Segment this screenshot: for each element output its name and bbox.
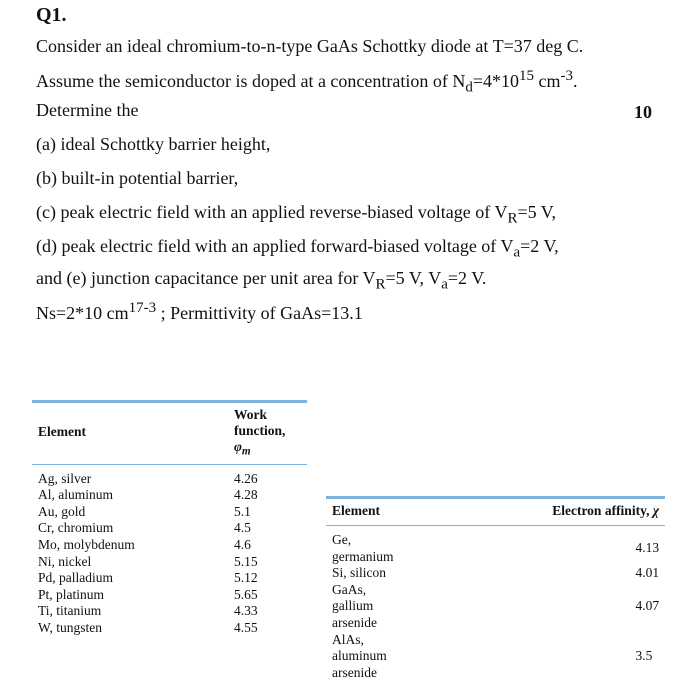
line-part-post: cm [534,71,561,91]
line-part-sup2: -3 [560,68,574,84]
chi-symbol: χ [652,503,660,518]
line-part-mid: =2 V, [520,236,559,256]
line-part-pre: (c) peak electric field with an applied reverse-biased voltage of V [36,202,508,222]
element-cell: Au, gold [38,503,86,519]
element-cell: Mo, molybdenum [38,537,135,553]
line-part-mid: =4*10 [472,71,520,91]
element-cell: Cr, chromium [38,520,114,536]
line-part-post: =2 V. [447,268,487,288]
marks-value: 10 [634,102,652,122]
line-part-pre: (a) ideal Schottky barrier height, [36,134,271,154]
value-cell: 5.1 [234,503,251,519]
table-row [326,526,665,566]
question-number: Q1. [36,4,67,26]
element-cell: W, tungsten [38,620,102,636]
value-cell: 4.07 [635,598,660,614]
element-cell: Ni, nickel [38,553,92,569]
line-part-pre: Consider an ideal chromium-to-n-type GaAs Schottky diode at T=37 deg C. [36,36,584,56]
question-line [36,268,486,294]
table-row [326,582,665,632]
line-part-pre: (b) built-in potential barrier, [36,168,239,188]
element-cell: Pt, platinum [38,586,105,602]
table-row [32,587,307,604]
value-cell: 4.13 [635,540,660,556]
element-cell: Ag, silver [38,470,92,486]
value-cell: 4.6 [234,537,251,553]
element-cell: GaAs, gallium arsenide [332,581,377,630]
phi-subscript: m [241,445,251,458]
header-element: Element [326,498,399,526]
line-part-pre: Assume the semiconductor is doped at a concentration of N [36,71,466,91]
question-line [36,100,138,121]
value-cell: 4.01 [635,565,660,581]
value-cell: 5.12 [234,570,258,586]
line-part-sub2: a [441,276,448,293]
element-cell: Pd, palladium [38,570,113,586]
table-row [32,520,307,537]
line-part-sup: 17 [128,300,144,316]
question-line [36,202,556,228]
element-cell: Al, aluminum [38,487,113,503]
line-part-pre: Ns=2*10 [36,303,103,323]
question-line [36,36,583,57]
element-cell: Ti, titanium [38,603,102,619]
line-part-mid: cm [102,303,129,323]
question-line [36,168,238,189]
line-part-sub: d [465,79,473,96]
line-part-sup2: -3 [143,300,157,316]
line-part-pre: Determine the [36,100,139,120]
element-cell: Si, silicon [332,565,387,581]
table-row [32,554,307,571]
line-part-pre: (d) peak electric field with an applied forward-biased voltage of V [36,236,514,256]
value-cell: 4.28 [234,487,258,503]
line-part-pre: and (e) junction capacitance per unit area for V [36,268,376,288]
table-row [32,537,307,554]
value-cell: 4.26 [234,470,258,486]
table-row [32,620,307,637]
work-function-table [32,400,307,637]
header-work-function: Work function, $\varphi_m$ [184,402,307,465]
value-cell: 4.33 [234,603,258,619]
table-row [326,632,665,682]
table-row [326,565,665,582]
table-row [32,504,307,521]
header-element: Element [32,402,184,465]
line-part-sub: a [513,244,521,261]
value-cell: 4.5 [234,520,251,536]
element-cell: Ge, germanium [332,532,394,564]
question-line [36,134,270,155]
table-row [32,570,307,587]
element-cell: AlAs, aluminum arsenide [332,631,387,680]
line-part-sub: R [507,210,518,227]
question-line [36,68,578,97]
header-electron-affinity: Electron affinity, χ [399,498,665,526]
line-part-sub: R [375,276,386,293]
line-part-sup: 15 [519,68,535,84]
table-row [32,603,307,620]
value-cell: 3.5 [635,648,653,664]
line-part-end: . [573,71,578,91]
line-part-mid: =5 V, V [385,268,442,288]
phi-symbol: φ [234,439,242,454]
line-part-post: ; Permittivity of GaAs=13.1 [156,303,363,323]
line-part-mid: =5 V, [517,202,556,222]
electron-affinity-table [326,496,665,681]
table-row [32,464,307,487]
value-cell: 4.55 [234,620,258,636]
question-line [36,300,363,324]
value-cell: 5.65 [234,586,258,602]
value-cell: 5.15 [234,553,258,569]
question-line [36,236,559,262]
table-row [32,487,307,504]
